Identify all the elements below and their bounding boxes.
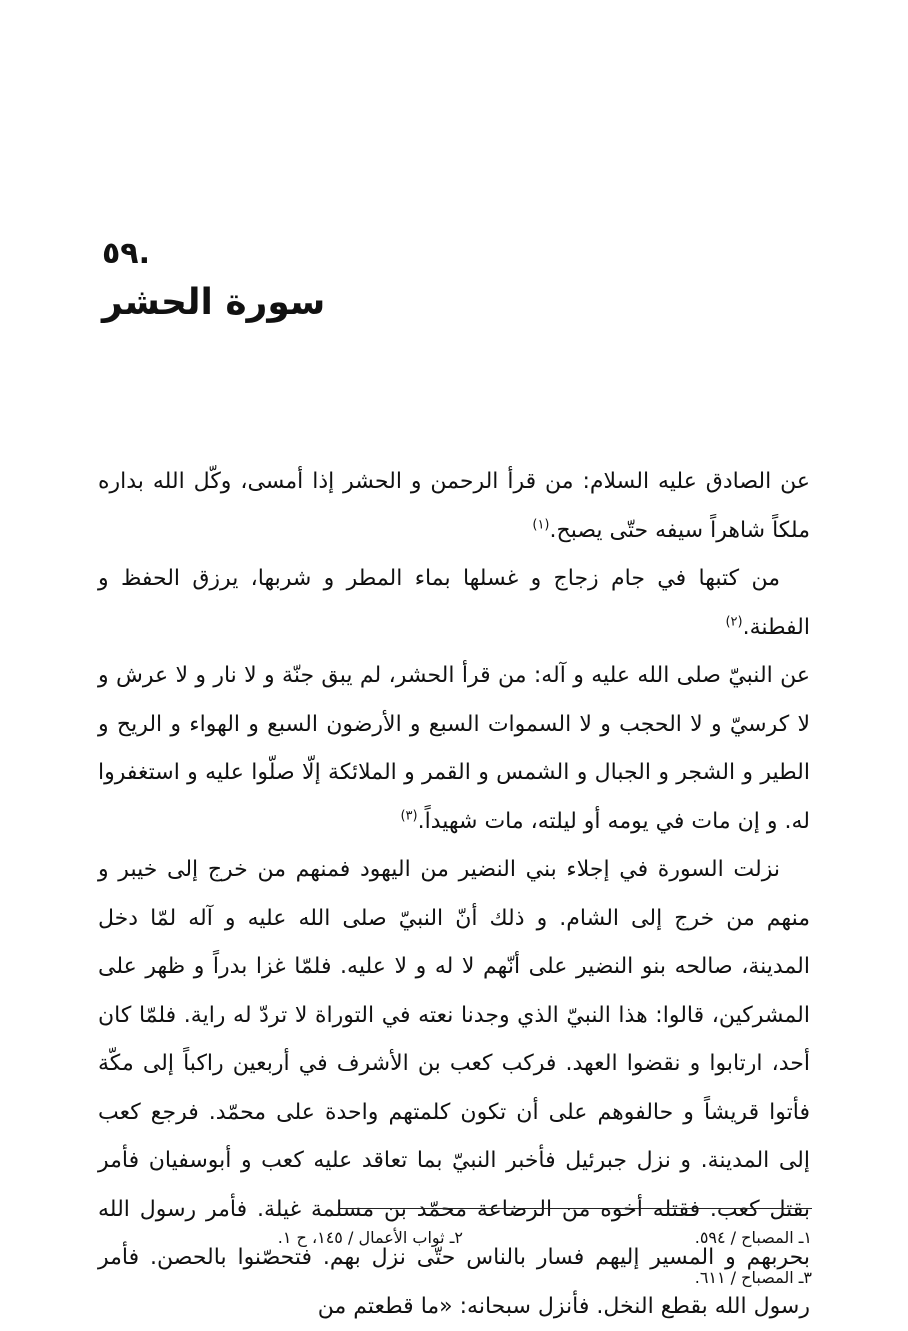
- footnote-3: ٣ـ المصباح / ٦١١.: [694, 1268, 812, 1287]
- paragraph-4-text: نزلت السورة في إجلاء بني النضير من اليهود فمنهم من خرج إلى خيبر و منهم من خرج إلى الشام. و ذلك أنّ النبيّ صلى الله عليه و آله لمّا دخل المدينة، صالحه بنو النضير على أنّهم لا له و لا عليه. فلمّا غزا بدراً و ظهر على المشركين، قالوا: هذا النبيّ الذي وجدنا نعته في التوراة لا تردّ له راية. فلمّا كان أحد، ارتابوا و نقضوا العهد. فركب كعب بن الأشرف في أربعين راكباً إلى مكّة فأتوا قريشاً و حالفوهم على أن تكون كلمتهم واحدة على محمّد. فرجع كعب إلى المدينة. و نزل جبرئيل فأخبر النبيّ بما تعاقد عليه كعب و أبوسفيان فأمر بقتل كعب. فقتله أخوه من الرضاعة محمّد بن مسلمة غيلة. فأمر رسول الله بحربهم و المسير إليهم فسار بالناس حتّى نزل بهم. فتحصّنوا بالحصن. فأمر رسول الله بقطع النخل. فأنزل سبحانه: «ما قطعتم من: [98, 857, 810, 1319]
- paragraph-3: [98, 652, 810, 846]
- footnote-ref-2: (٢): [725, 614, 743, 630]
- chapter-title: سورة الحشر: [102, 282, 326, 323]
- footnote-ref-3: (٣): [400, 808, 418, 824]
- footnote-divider: [338, 1208, 812, 1209]
- body-text: [98, 458, 810, 1331]
- paragraph-1-text: عن الصادق عليه السلام: من قرأ الرحمن و الحشر إذا أمسى، وكّل الله بداره ملكاً شاهراً سيفه حتّى يصبح.: [98, 469, 810, 543]
- paragraph-2: [98, 555, 810, 652]
- paragraph-1: [98, 458, 810, 555]
- chapter-number: .٥٩: [102, 236, 151, 271]
- footnote-1: ١ـ المصباح / ٥٩٤.: [694, 1228, 812, 1247]
- footnote-ref-1: (١): [532, 517, 550, 533]
- footnote-2: ٢ـ ثواب الأعمال / ١٤٥، ح ١.: [277, 1228, 463, 1247]
- paragraph-2-text: من كتبها في جام زجاج و غسلها بماء المطر و شربها، يرزق الحفظ و الفطنة.: [98, 566, 810, 640]
- paragraph-4: [98, 846, 810, 1331]
- paragraph-3-text: عن النبيّ صلى الله عليه و آله: من قرأ الحشر، لم يبق جنّة و لا نار و لا عرش و لا كرسيّ و لا الحجب و لا السموات السبع و الأرضون السبع و الهواء و الريح و الطير و الشجر و الجبال و الشمس و القمر و الملائكة إلّا صلّوا عليه و استغفروا له. و إن مات في يومه أو ليلته، مات شهيداً.: [98, 663, 810, 834]
